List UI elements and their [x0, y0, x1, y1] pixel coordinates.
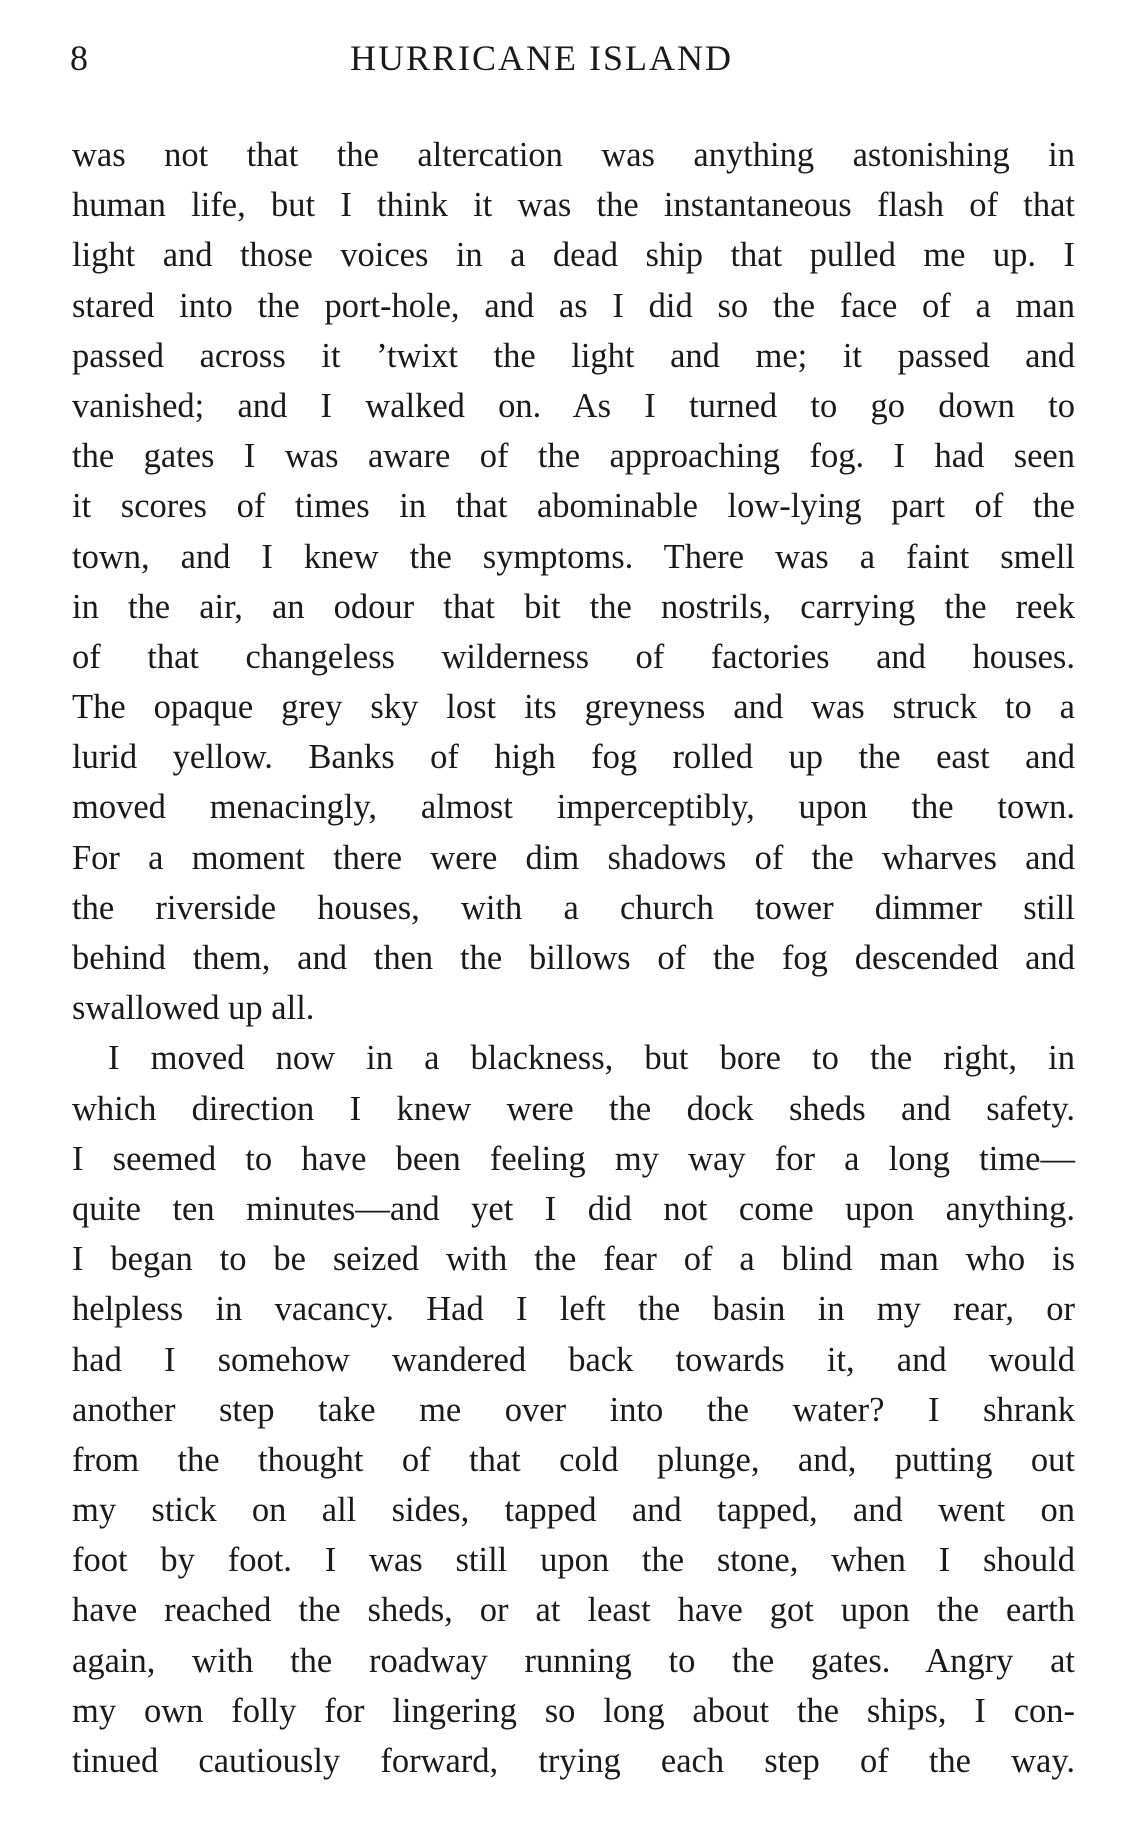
text-line: I seemed to have been feeling my way for a long time—	[72, 1139, 1075, 1178]
text-line: of that changeless wilderness of factories and houses.	[72, 637, 1075, 676]
text-line: have reached the sheds, or at least have got upon the earth	[72, 1591, 1075, 1630]
text-line: light and those voices in a dead ship that pulled me up. I	[72, 236, 1075, 275]
text-line: quite ten minutes—and yet I did not come upon anything.	[72, 1189, 1075, 1228]
text-line: it scores of times in that abominable low-lying part of the	[72, 487, 1075, 526]
text-line: my own folly for lingering so long about the ships, I con-	[72, 1691, 1075, 1730]
text-line: my stick on all sides, tapped and tapped, and went on	[72, 1491, 1075, 1530]
text-line: tinued cautiously forward, trying each step of the way.	[72, 1742, 1075, 1780]
text-line: I began to be seized with the fear of a blind man who is	[72, 1240, 1075, 1279]
page-header	[70, 34, 1070, 82]
text-line: town, and I knew the symptoms. There was a faint smell	[72, 537, 1075, 576]
text-line: vanished; and I walked on. As I turned to go down to	[72, 386, 1075, 425]
text-line: in the air, an odour that bit the nostrils, carrying the reek	[72, 587, 1075, 626]
text-line: had I somehow wandered back towards it, and would	[72, 1340, 1075, 1379]
text-line: which direction I knew were the dock sheds and safety.	[72, 1089, 1075, 1128]
page-number: 8	[70, 38, 88, 78]
text-line: foot by foot. I was still upon the stone, when I should	[72, 1541, 1075, 1580]
text-line: The opaque grey sky lost its greyness and was struck to a	[72, 688, 1075, 727]
text-line: was not that the altercation was anything astonishing in	[72, 136, 1075, 174]
paragraph-2	[72, 1033, 1075, 1786]
text-line: again, with the roadway running to the gates. Angry at	[72, 1641, 1075, 1680]
text-line: swallowed up all.	[72, 989, 315, 1028]
running-head: HURRICANE ISLAND	[350, 38, 733, 78]
text-line: stared into the port-hole, and as I did so the face of a man	[72, 286, 1075, 325]
text-line: lurid yellow. Banks of high fog rolled up the east and	[72, 738, 1075, 777]
text-line: human life, but I think it was the instantaneous flash of that	[72, 186, 1075, 225]
text-line: passed across it ’twixt the light and me; it passed and	[72, 336, 1075, 375]
text-line: moved menacingly, almost imperceptibly, upon the town.	[72, 788, 1075, 827]
text-line: helpless in vacancy. Had I left the basin in my rear, or	[72, 1290, 1075, 1329]
text-line: For a moment there were dim shadows of the wharves and	[72, 838, 1075, 877]
text-line: another step take me over into the water? I shrank	[72, 1390, 1075, 1429]
text-line: I moved now in a blackness, but bore to the right, in	[108, 1039, 1075, 1078]
text-line: from the thought of that cold plunge, and, putting out	[72, 1440, 1075, 1479]
body-text	[72, 130, 1075, 1786]
text-line: the gates I was aware of the approaching fog. I had seen	[72, 437, 1075, 476]
text-line: behind them, and then the billows of the fog descended and	[72, 939, 1075, 977]
paragraph-1	[72, 130, 1075, 1033]
text-line: the riverside houses, with a church tower dimmer still	[72, 888, 1075, 927]
